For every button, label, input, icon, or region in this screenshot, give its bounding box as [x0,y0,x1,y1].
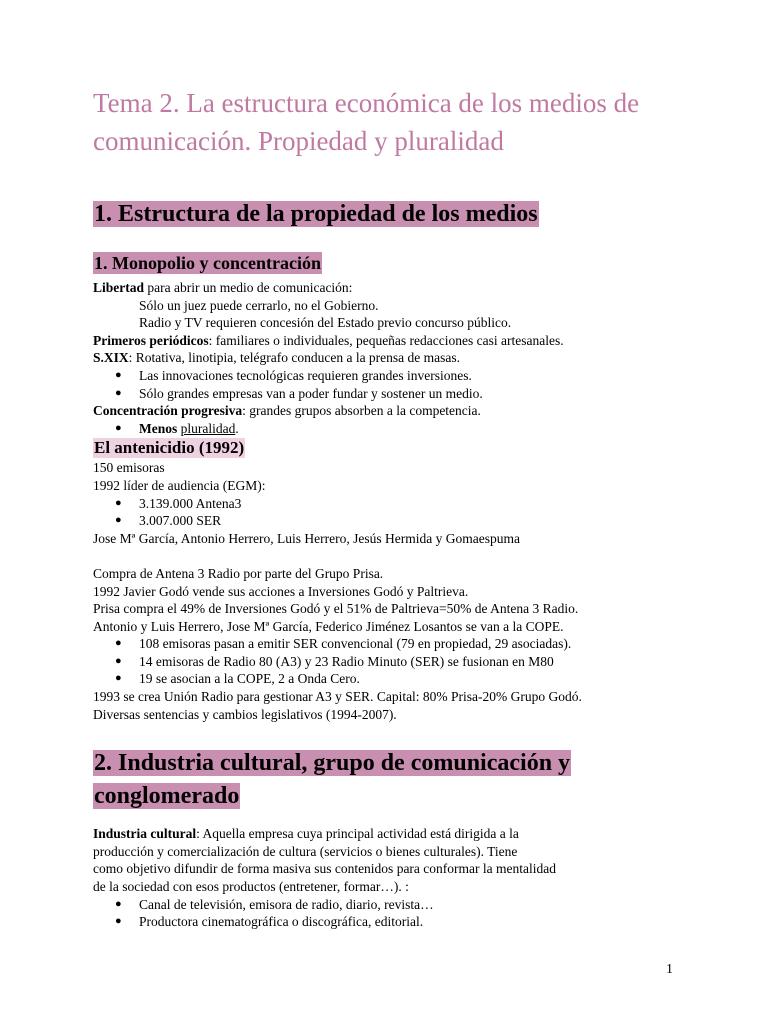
text-line: de la sociedad con esos productos (entretener, formar…). : [93,879,409,895]
list-item [93,635,713,653]
list-item-text: 3.007.000 SER [139,513,222,529]
bullet-icon: ● [115,654,122,667]
text-sxix: : Rotativa, linotipia, telégrafo conducen a la prensa de masas. [128,350,461,366]
bullet-list-audiencia [93,495,713,530]
section-1-heading-wrap [93,198,713,231]
text-line: 150 emisoras [93,460,165,476]
section-2-body [93,825,713,931]
bullet-icon: ● [115,637,122,650]
list-item-text: 3.139.000 Antena3 [139,495,242,511]
indented-line: Radio y TV requieren concesión del Estado previo concurso público. [139,315,512,331]
list-item [93,495,713,513]
text-line: : Aquella empresa cuya principal actividad está dirigida a la [196,826,519,842]
text-line: 1992 Javier Godó vende sus acciones a Inversiones Godó y Paltrieva. [93,583,469,599]
text-libertad: para abrir un medio de comunicación: [144,280,353,295]
section-2-heading-line-2: conglomerado [94,783,240,810]
text-line: 1992 líder de audiencia (EGM): [93,477,266,493]
bullet-icon: ● [115,514,122,527]
text-primeros: : familiares o individuales, pequeñas redacciones casi artesanales. [208,332,564,348]
term-libertad: Libertad [93,280,145,295]
term-sxix: S.XIX [93,350,129,366]
blank-line [93,547,713,565]
list-item-text: Las innovaciones tecnológicas requieren grandes inversiones. [139,367,472,383]
text-concentracion: : grandes grupos absorben a la competencia. [242,403,481,419]
section-1-heading: 1. Estructura de la propiedad de los medios [94,201,538,227]
bullet-list-pluralidad [93,420,713,438]
pluralidad-link[interactable]: pluralidad [180,420,236,436]
list-item [93,385,713,403]
bullet-icon: ● [115,915,122,928]
bullet-icon: ● [115,672,122,685]
bullet-icon: ● [115,496,122,509]
period: . [235,420,239,436]
list-item-text: 108 emisoras pasan a emitir SER convencional (79 en propiedad, 29 asociadas). [139,636,572,652]
term-concentracion: Concentración progresiva [93,403,243,419]
list-item [93,670,713,688]
paragraph-primeros [93,332,713,350]
text-line: Antonio y Luis Herrero, Jose Mª García, Federico Jiménez Losantos se van a la COPE. [93,618,564,634]
paragraph-concentracion [93,402,713,420]
list-item-text: Canal de televisión, emisora de radio, diario, revista… [139,896,434,912]
subsection-monopolio-heading: 1. Monopolio y concentración [94,253,321,273]
document-title: Tema 2. La estructura económica de los medios de comunicación. Propiedad y pluralidad [93,88,640,156]
text-line: Diversas sentencias y cambios legislativos (1994-2007). [93,706,397,722]
bullet-icon: ● [115,386,122,399]
document-page [93,84,713,931]
list-item-text: Productora cinematográfica o discográfica, editorial. [139,914,424,930]
subsection-antenicidio-body [93,459,713,723]
list-item [93,420,713,438]
paragraph-sxix [93,349,713,367]
page-number: 1 [666,962,673,977]
list-item [93,653,713,671]
section-2-heading-line-1: 2. Industria cultural, grupo de comunicación y [94,750,571,777]
subsection-monopolio-body [93,279,713,437]
bullet-list-emisoras [93,635,713,688]
bullet-list-sxix [93,367,713,402]
bullet-icon: ● [115,897,122,910]
text-line: como objetivo difundir de forma masiva sus contenidos para conformar la mentalidad [93,861,556,877]
term-primeros: Primeros periódicos [93,332,209,348]
text-line: Prisa compra el 49% de Inversiones Godó y el 51% de Paltrieva=50% de Antena 3 Radio. [93,601,579,617]
section-2-heading-wrap [93,747,713,813]
list-item-text: 19 se asocian a la COPE, 2 a Onda Cero. [139,671,360,687]
subsection-antenicidio-heading: El antenicidio (1992) [94,438,245,458]
list-item [93,512,713,530]
bullet-list-industria [93,896,713,931]
bullet-icon: ● [115,368,122,381]
indented-line: Sólo un juez puede cerrarlo, no el Gobierno. [139,297,379,313]
text-line: Compra de Antena 3 Radio por parte del Grupo Prisa. [93,565,384,581]
paragraph-libertad [93,279,713,297]
list-item [93,367,713,385]
text-line: producción y comercialización de cultura (servicios o bienes culturales). Tiene [93,843,518,859]
list-item-text: 14 emisoras de Radio 80 (A3) y 23 Radio Minuto (SER) se fusionan en M80 [139,653,554,669]
list-item [93,896,713,914]
text-line: 1993 se crea Unión Radio para gestionar A3 y SER. Capital: 80% Prisa-20% Grupo Godó. [93,689,582,705]
bullet-icon: ● [115,421,122,434]
text-line: Jose Mª García, Antonio Herrero, Luis Herrero, Jesús Hermida y Gomaespuma [93,530,520,546]
term-industria-cultural: Industria cultural [93,826,197,842]
paragraph-industria-cultural [93,825,713,843]
list-item [93,913,713,931]
list-item-text: Sólo grandes empresas van a poder fundar y sostener un medio. [139,385,483,401]
term-menos: Menos [139,420,178,436]
